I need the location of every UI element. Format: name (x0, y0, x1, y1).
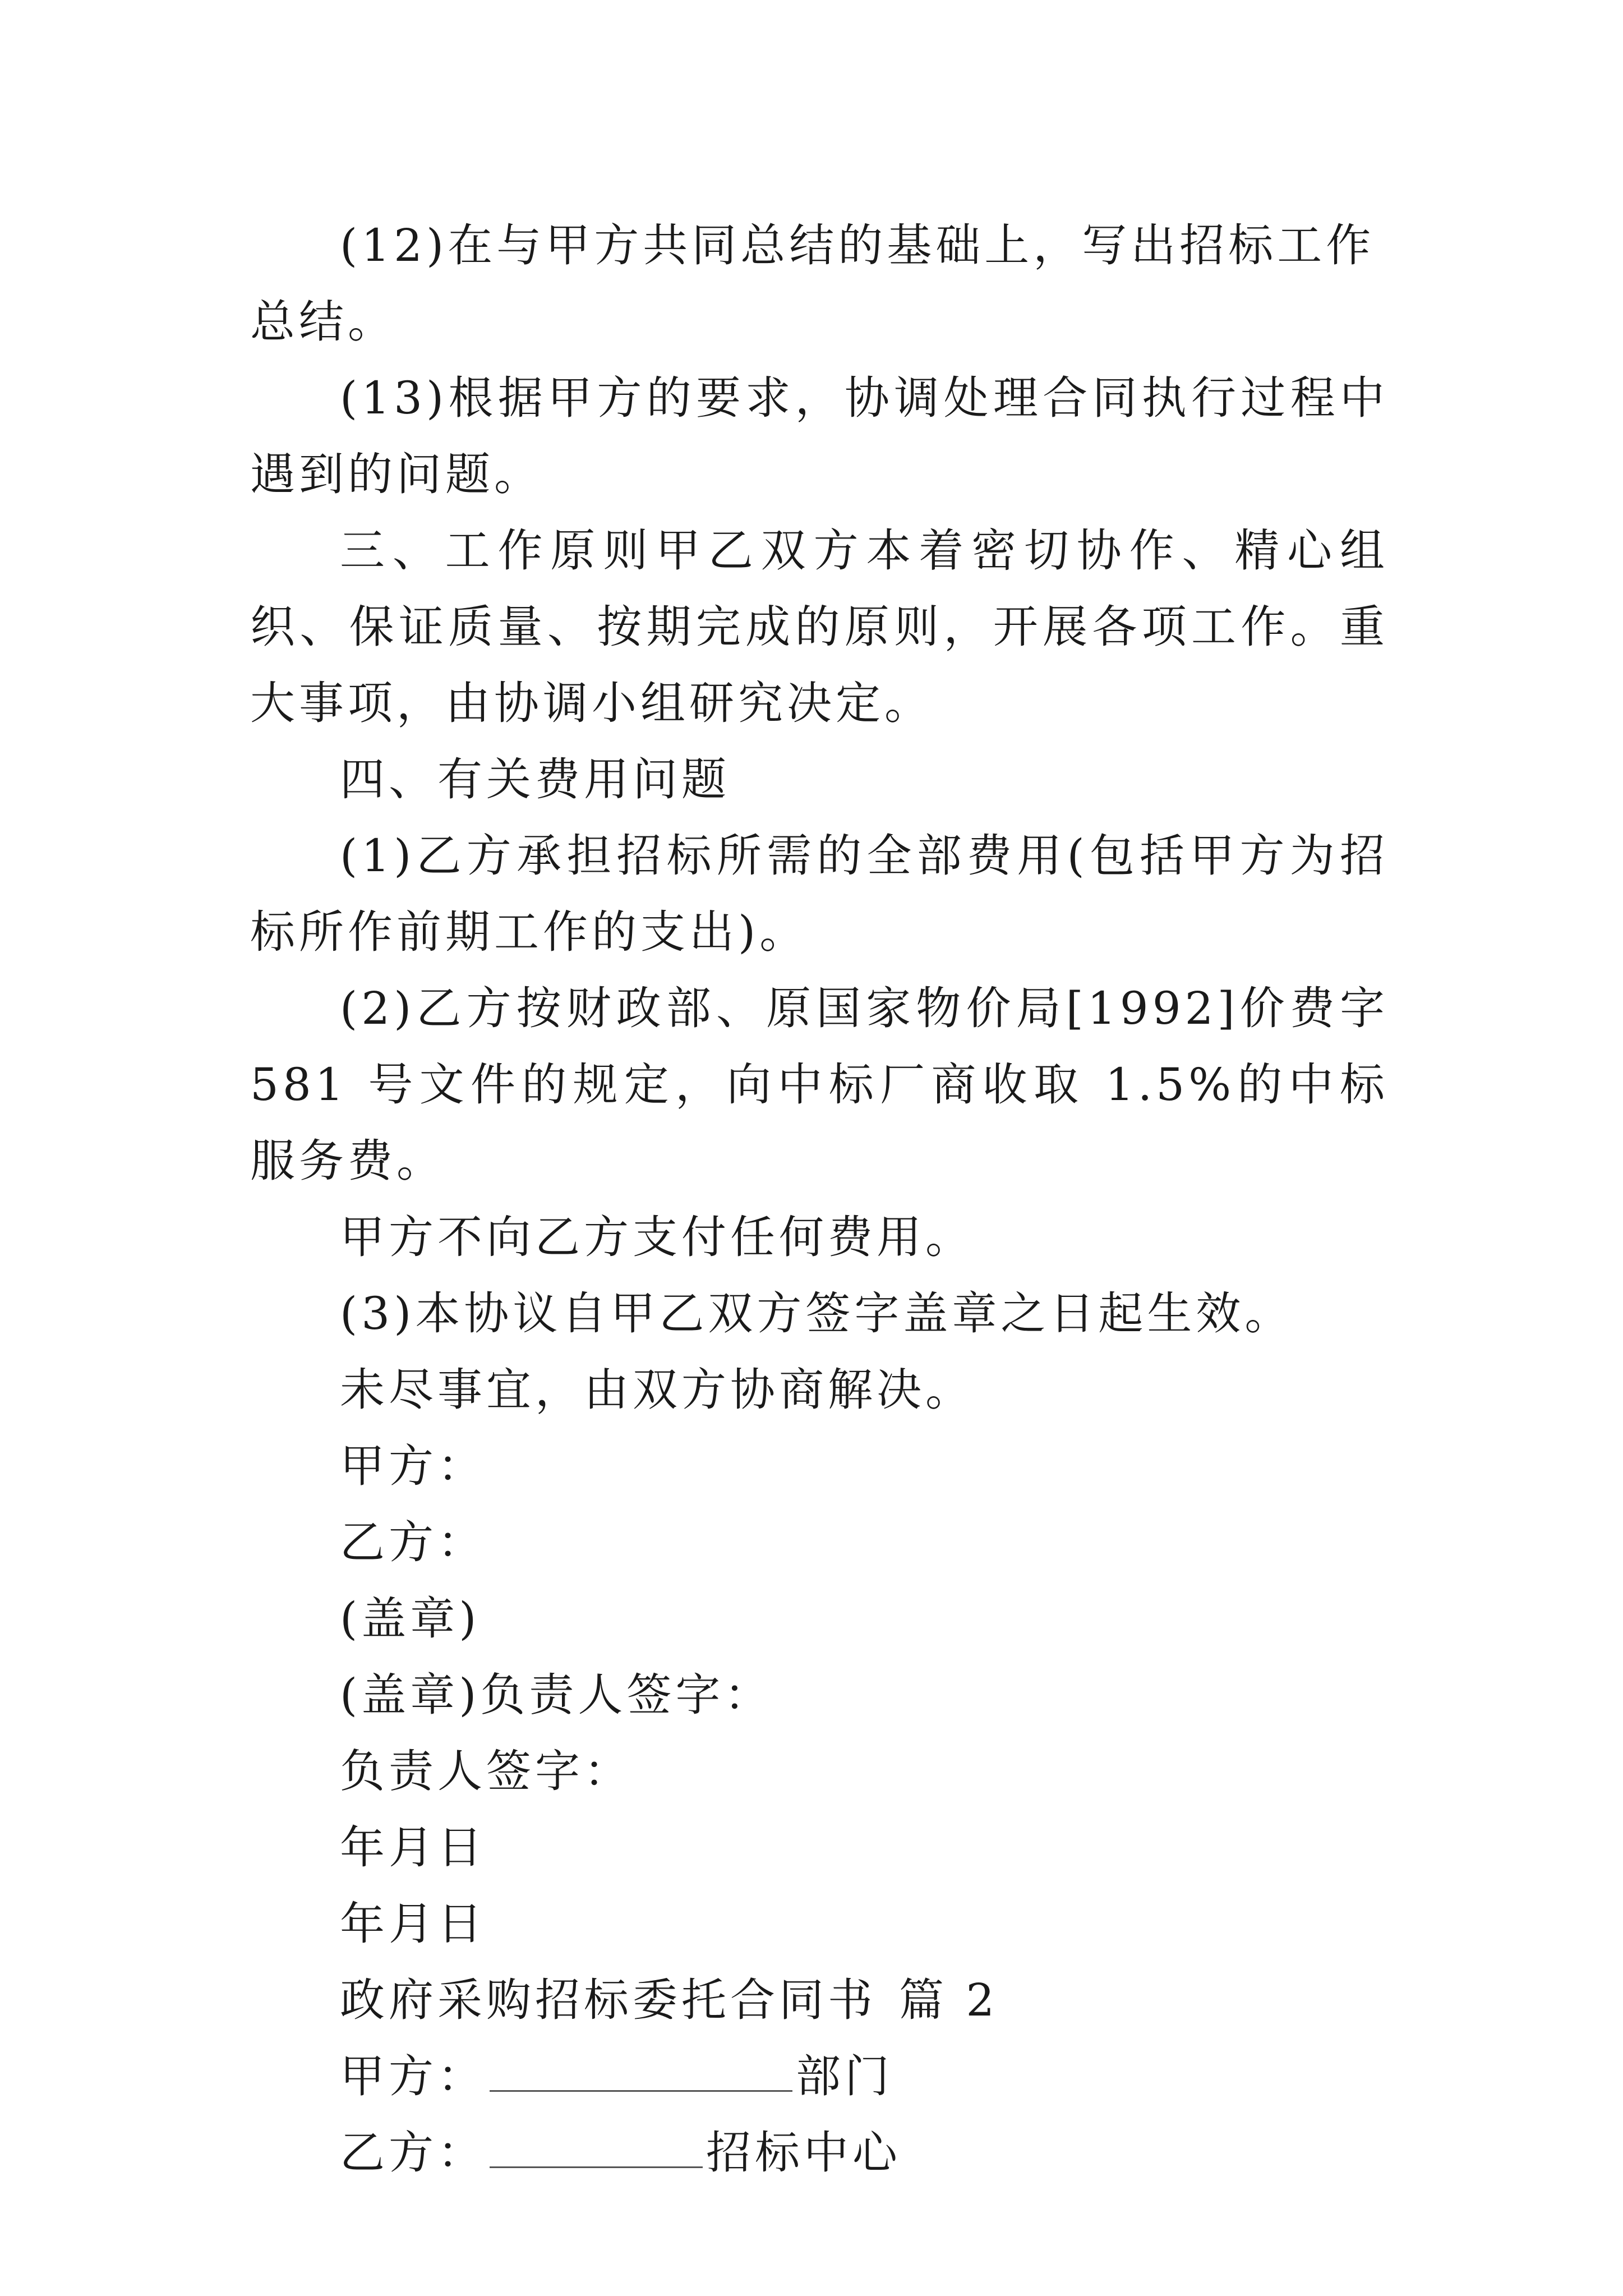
party-b-line-label: 乙方： (340, 2127, 486, 2179)
paragraph-no-payment: 甲方不向乙方支付任何费用。 (340, 1211, 974, 1263)
section-part-label: 篇 2 (899, 1974, 999, 2026)
seal-label: (盖章) (340, 1593, 481, 1645)
paragraph-work-principles: 三、工作原则甲乙双方本着密切协作、精心组织、保证质量、按期完成的原则，开展各项工作。重大事项，由协调小组研究决定。 (250, 524, 1389, 729)
party-b-blank (490, 2131, 703, 2168)
paragraph-clause-12: (12)在与甲方共同总结的基础上，写出招标工作总结。 (250, 219, 1375, 348)
party-a-line-label: 甲方： (340, 2050, 486, 2102)
party-a-blank (490, 2054, 792, 2092)
seal-signature-label: (盖章)负责人签字： (340, 1669, 773, 1721)
party-a-line-suffix: 部门 (796, 2050, 893, 2102)
heading-fees: 四、有关费用问题 (340, 753, 730, 806)
contract-text (250, 208, 1389, 2191)
paragraph-unresolved: 未尽事宜，由双方协商解决。 (340, 1364, 974, 1416)
party-b-label: 乙方： (340, 1516, 486, 1568)
paragraph-clause-13: (13)根据甲方的要求，协调处理合同执行过程中遇到的问题。 (250, 372, 1389, 500)
date-label-2: 年月日 (340, 1898, 486, 1950)
party-a-label: 甲方： (340, 1440, 486, 1492)
paragraph-effective: (3)本协议自甲乙双方签字盖章之日起生效。 (340, 1287, 1294, 1340)
party-a-line (250, 2039, 1389, 2115)
signature-label: 负责人签字： (340, 1745, 633, 1797)
section-title (250, 1962, 1389, 2039)
date-label-1: 年月日 (340, 1821, 486, 1874)
paragraph-fee-2: (2)乙方按财政部、原国家物价局[1992]价费字 581 号文件的规定，向中标厂商收取 1.5%的中标服务费。 (250, 982, 1389, 1187)
paragraph-fee-1: (1)乙方承担招标所需的全部费用(包括甲方为招标所作前期工作的支出)。 (250, 830, 1389, 958)
party-b-line (250, 2115, 1389, 2191)
party-b-line-suffix: 招标中心 (706, 2127, 901, 2179)
section-title-text: 政府采购招标委托合同书 (340, 1974, 877, 2026)
